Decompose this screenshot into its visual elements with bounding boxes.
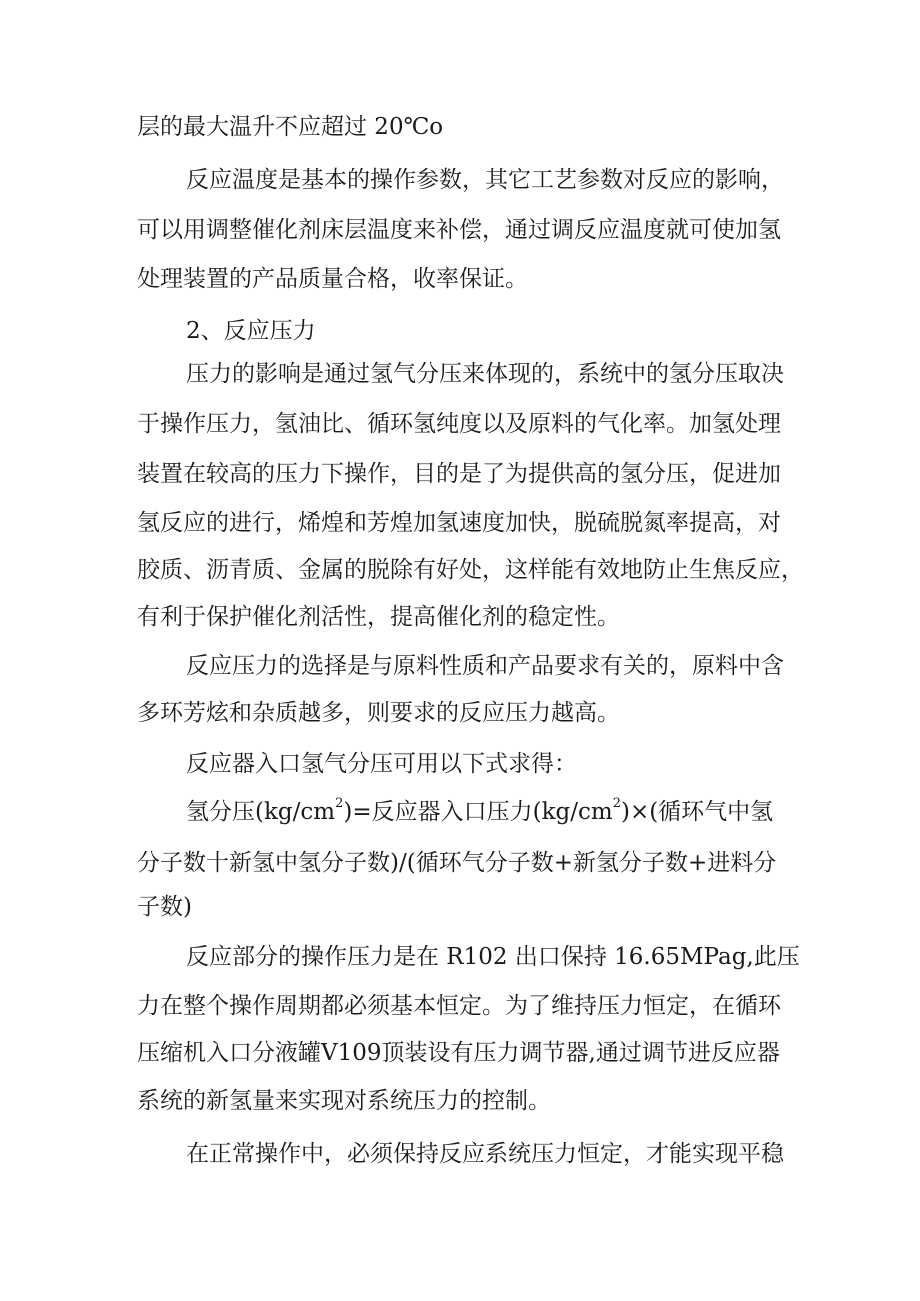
paragraph-line: 氢反应的进行，烯煌和芳煌加氢速度加快，脱硫脱氮率提高，对 [137,510,781,536]
paragraph-line: 处理装置的产品质量合格，收率保证。 [137,266,528,292]
paragraph-line: 压缩机入口分液罐V109顶装设有压力调节器,通过调节进反应器 [137,1040,780,1066]
paragraph-line: 压力的影响是通过氢气分压来体现的，系统中的氢分压取决 [186,361,784,387]
formula-line [186,798,773,826]
paragraph-line: 反应温度是基本的操作参数，其它工艺参数对反应的影响， [186,167,784,193]
paragraph-line: 在正常操作中，必须保持反应系统压力恒定，才能实现平稳 [186,1141,784,1167]
paragraph-line: 多环芳炫和杂质越多，则要求的反应压力越高。 [137,700,620,726]
paragraph-line: 分子数十新氢中氢分子数)/(循环气分子数+新氢分子数+进料分 [137,850,777,876]
paragraph-line: 反应部分的操作压力是在 R102 出口保持 16.65MPag,此压 [186,944,800,970]
paragraph-line: 层的最大温升不应超过 20℃o [137,114,444,140]
formula-text: 氢分压(kg/cm [186,799,336,825]
paragraph-line: 可以用调整催化剂床层温度来补偿，通过调反应温度就可使加氢 [137,217,781,243]
superscript: 2 [612,796,621,812]
paragraph-line: 装置在较高的压力下操作，目的是了为提供高的氢分压，促进加 [137,461,781,487]
section-heading: 2、反应压力 [186,318,316,344]
paragraph-line: 子数) [137,894,192,920]
paragraph-line: 胶质、沥青质、金属的脱除有好处，这样能有效地防止生焦反应， [137,557,804,583]
paragraph-line: 反应压力的选择是与原料性质和产品要求有关的，原料中含 [186,653,784,679]
paragraph-line: 有利于保护催化剂活性，提高催化剂的稳定性。 [137,604,620,630]
superscript: 2 [335,796,344,812]
paragraph-line: 反应器入口氢气分压可用以下式求得： [186,751,577,777]
formula-text: )=反应器入口压力(kg/cm [343,799,613,825]
formula-text: )×(循环气中氢 [620,799,774,825]
paragraph-line: 系统的新氢量来实现对系统压力的控制。 [137,1088,551,1114]
paragraph-line: 力在整个操作周期都必须基本恒定。为了维持压力恒定，在循环 [137,993,781,1019]
paragraph-line: 于操作压力，氢油比、循环氢纯度以及原料的气化率。加氢处理 [137,411,781,437]
